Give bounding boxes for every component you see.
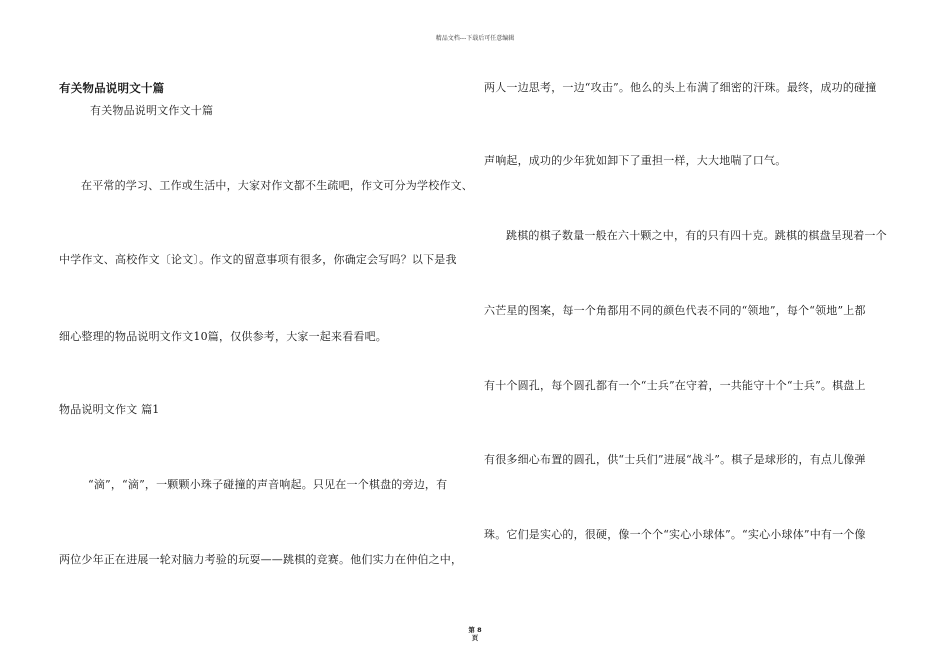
page-number — [0, 626, 950, 642]
header-note: 精品文档---下载后可任意编辑 — [435, 35, 515, 42]
paragraph-line: 细心整理的物品说明文作文10篇，仅供参考，大家一起来看看吧。 — [59, 330, 387, 343]
paragraph-line: 有十个圆孔，每个圆孔都有一个“士兵”在守着，一共能守十个“士兵”。棋盘上 — [484, 379, 866, 392]
paragraph-line: 六芒星的图案，每一个角都用不同的颜色代表不同的“领地”，每个“领地”上都 — [484, 304, 866, 317]
paragraph-line: 跳棋的棋子数量一般在六十颗之中，有的只有四十克。跳棋的棋盘呈现着一个 — [506, 229, 887, 242]
paragraph-line: 有很多细心布置的圆孔，供“士兵们”进展“战斗”。棋子是球形的，有点儿像弹 — [484, 453, 866, 466]
paragraph-line: 声响起，成功的少年犹如卸下了重担一样，大大地喘了口气。 — [484, 154, 787, 167]
page-number-top: 第 8 — [468, 626, 482, 634]
page-number-bottom: 页 — [471, 634, 479, 642]
paragraph-line: 两位少年正在进展一轮对脑力考验的玩耍——跳棋的竞赛。他们实力在仲伯之中， — [59, 553, 463, 566]
document-title: 有关物品说明文十篇 — [59, 81, 165, 95]
paragraph-line: 在平常的学习、工作或生活中，大家对作文都不生疏吧，作文可分为学校作文、 — [81, 179, 473, 192]
paragraph-line: 两人一边思考，一边“攻击”。他么的头上布满了细密的汗珠。最终，成功的碰撞 — [484, 81, 877, 94]
paragraph-line: 中学作文、高校作文〔论文〕。作文的留意事项有很多，你确定会写吗？以下是我 — [59, 253, 457, 266]
paragraph-line: 珠。它们是实心的，很硬，像一个个“实心小球体”。“实心小球体”中有一个像 — [484, 528, 866, 541]
paragraph-line: “滴”，“滴”，一颗颗小珠子碰撞的声音响起。只见在一个棋盘的旁边，有 — [88, 478, 448, 491]
section-heading: 物品说明文作文 篇1 — [59, 403, 160, 416]
document-subtitle: 有关物品说明文作文十篇 — [90, 104, 214, 117]
